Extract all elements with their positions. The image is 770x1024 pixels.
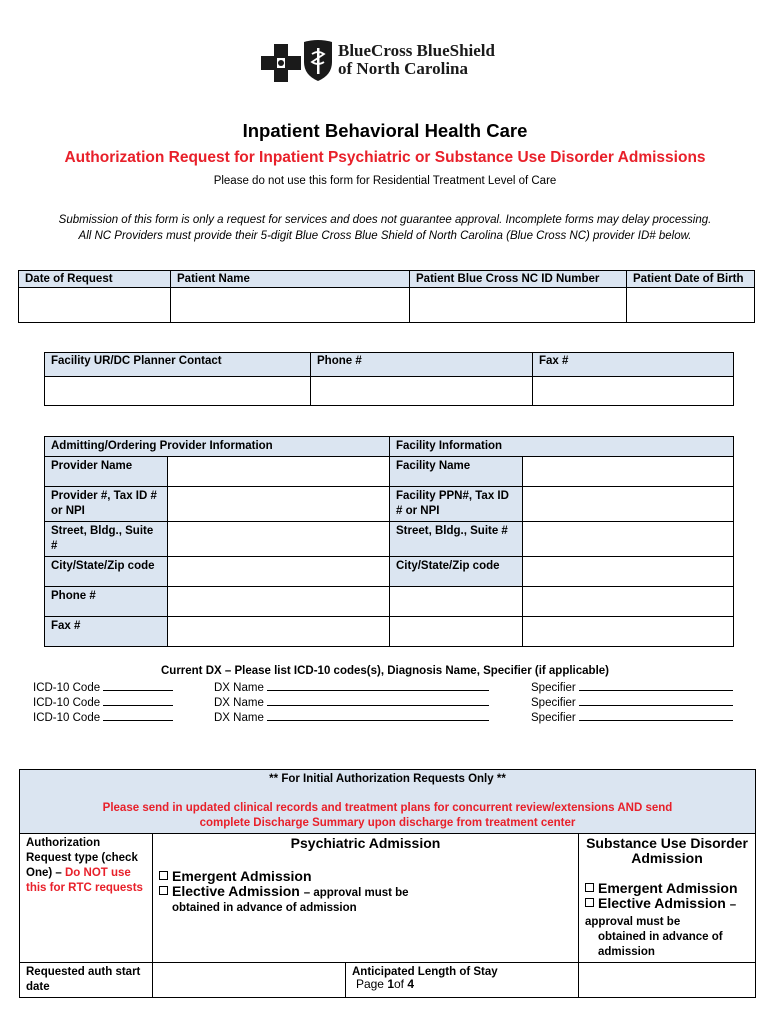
- concurrent-note-line-1: Please send in updated clinical records and treatment plans for concurrent review/extensions AND send: [102, 802, 673, 814]
- patient-dob-field[interactable]: [627, 288, 755, 323]
- dx-label: DX Name: [214, 712, 264, 724]
- specifier-row-1: [531, 680, 733, 694]
- psych-emergent-option[interactable]: Emergent Admission: [159, 869, 572, 884]
- disclaimer: [0, 212, 770, 244]
- length-of-stay-label: Anticipated Length of Stay: [346, 963, 579, 998]
- icd-label: ICD-10 Code: [33, 712, 101, 724]
- patient-name-field[interactable]: [171, 288, 410, 323]
- provider-city-label: City/State/Zip code: [45, 557, 168, 587]
- icd-label: ICD-10 Code: [33, 682, 101, 694]
- specifier-label: Specifier: [531, 697, 576, 709]
- initial-auth-heading: ** For Initial Authorization Requests Only **: [269, 773, 506, 785]
- fax-field[interactable]: [533, 377, 734, 406]
- patient-id-header: Patient Blue Cross NC ID Number: [410, 271, 627, 288]
- icd-row-3: [33, 710, 173, 724]
- facility-ppn-label: Facility PPN#, Tax ID # or NPI: [390, 487, 523, 522]
- dx-label: DX Name: [214, 682, 264, 694]
- facility-street-label: Street, Bldg., Suite #: [390, 522, 523, 557]
- specifier-label: Specifier: [531, 712, 576, 724]
- provider-phone-label: Phone #: [45, 587, 168, 617]
- provider-street-label: Street, Bldg., Suite #: [45, 522, 168, 557]
- facility-contact-table: [44, 352, 734, 406]
- provider-fax-field[interactable]: [168, 617, 390, 647]
- planner-contact-header: Facility UR/DC Planner Contact: [45, 353, 311, 377]
- psych-approval-note: obtained in advance of admission: [172, 902, 357, 914]
- concurrent-note-line-2: complete Discharge Summary upon discharge from treatment center: [199, 817, 576, 829]
- checkbox-icon[interactable]: [159, 871, 168, 880]
- facility-city-label: City/State/Zip code: [390, 557, 523, 587]
- psych-elective-option[interactable]: Elective Admission – approval must be: [159, 884, 572, 901]
- sud-header: Substance Use Disorder Admission: [586, 835, 748, 866]
- date-of-request-header: Date of Request: [19, 271, 171, 288]
- date-of-request-field[interactable]: [19, 288, 171, 323]
- provider-info-header: Admitting/Ordering Provider Information: [45, 437, 390, 457]
- checkbox-icon[interactable]: [585, 898, 594, 907]
- patient-dob-header: Patient Date of Birth: [627, 271, 755, 288]
- icd-row-2: [33, 695, 173, 709]
- facility-name-field[interactable]: [523, 457, 734, 487]
- start-date-label: Requested auth start date: [20, 963, 153, 998]
- disclaimer-line-2: All NC Providers must provide their 5-digit Blue Cross Blue Shield of North Carolina (Blue Cross NC) provider ID# below.: [78, 230, 692, 242]
- facility-fax-field[interactable]: [523, 617, 734, 647]
- residential-note: Please do not use this form for Residential Treatment Level of Care: [213, 175, 557, 187]
- specifier-row-3: [531, 710, 733, 724]
- facility-phone-field[interactable]: [523, 587, 734, 617]
- icd-code-input[interactable]: [103, 695, 173, 706]
- facility-ppn-field[interactable]: [523, 487, 734, 522]
- planner-contact-field[interactable]: [45, 377, 311, 406]
- blue-cross-logo-icon: [261, 44, 301, 82]
- request-type-label: Authorization Request type (check One) –: [26, 837, 138, 879]
- icd-code-input[interactable]: [103, 680, 173, 691]
- page-subtitle: Authorization Request for Inpatient Psychiatric or Substance Use Disorder Admissions: [64, 149, 706, 166]
- request-type-warning: Do NOT use this for RTC requests: [26, 867, 143, 894]
- facility-street-field[interactable]: [523, 522, 734, 557]
- sud-emergent-option[interactable]: Emergent Admission: [585, 881, 749, 896]
- facility-phone-blank: [390, 587, 523, 617]
- icd-row-1: [33, 680, 173, 694]
- provider-name-field[interactable]: [168, 457, 390, 487]
- psych-header: Psychiatric Admission: [290, 835, 441, 851]
- phone-field[interactable]: [311, 377, 533, 406]
- blue-shield-logo-icon: [302, 40, 334, 82]
- provider-number-label: Provider #, Tax ID # or NPI: [45, 487, 168, 522]
- current-dx-heading: Current DX – Please list ICD-10 codes(s), Diagnosis Name, Specifier (if applicable): [160, 665, 609, 677]
- provider-name-label: Provider Name: [45, 457, 168, 487]
- specifier-input[interactable]: [579, 695, 733, 706]
- provider-facility-table: [44, 436, 734, 647]
- authorization-table: [19, 769, 756, 998]
- dx-row-1: [214, 680, 489, 694]
- facility-fax-blank: [390, 617, 523, 647]
- psych-admission-cell: [153, 834, 579, 963]
- logo-line-2: of North Carolina: [338, 59, 469, 78]
- specifier-row-2: [531, 695, 733, 709]
- icd-code-input[interactable]: [103, 710, 173, 721]
- provider-fax-label: Fax #: [45, 617, 168, 647]
- disclaimer-line-1: Submission of this form is only a request for services and does not guarantee approval. Incomplete forms may delay processing.: [58, 214, 712, 226]
- page-title: Inpatient Behavioral Health Care: [242, 120, 528, 141]
- dx-row-2: [214, 695, 489, 709]
- page-number: Page 1of 4: [355, 977, 415, 991]
- sud-approval-note: obtained in advance of admission: [598, 931, 723, 958]
- sud-elective-option[interactable]: Elective Admission – approval must be: [585, 895, 737, 928]
- specifier-label: Specifier: [531, 682, 576, 694]
- logo-line-1: BlueCross BlueShield: [338, 41, 495, 60]
- facility-city-field[interactable]: [523, 557, 734, 587]
- checkbox-icon[interactable]: [159, 886, 168, 895]
- fax-header: Fax #: [533, 353, 734, 377]
- provider-number-field[interactable]: [168, 487, 390, 522]
- facility-info-header: Facility Information: [390, 437, 734, 457]
- icd-label: ICD-10 Code: [33, 697, 101, 709]
- patient-name-header: Patient Name: [171, 271, 410, 288]
- patient-table: [18, 270, 755, 323]
- patient-id-field[interactable]: [410, 288, 627, 323]
- checkbox-icon[interactable]: [585, 883, 594, 892]
- facility-name-label: Facility Name: [390, 457, 523, 487]
- specifier-input[interactable]: [579, 710, 733, 721]
- initial-auth-cell: [20, 770, 756, 834]
- provider-phone-field[interactable]: [168, 587, 390, 617]
- request-type-label-cell: [20, 834, 153, 963]
- dx-row-3: [214, 710, 489, 724]
- dx-name-input[interactable]: [267, 710, 489, 721]
- provider-street-field[interactable]: [168, 522, 390, 557]
- specifier-input[interactable]: [579, 680, 733, 691]
- phone-header: Phone #: [311, 353, 533, 377]
- provider-city-field[interactable]: [168, 557, 390, 587]
- sud-admission-cell: [579, 834, 756, 963]
- dx-label: DX Name: [214, 697, 264, 709]
- dx-name-input[interactable]: [267, 680, 489, 691]
- dx-name-input[interactable]: [267, 695, 489, 706]
- logo-wordmark: [338, 42, 495, 78]
